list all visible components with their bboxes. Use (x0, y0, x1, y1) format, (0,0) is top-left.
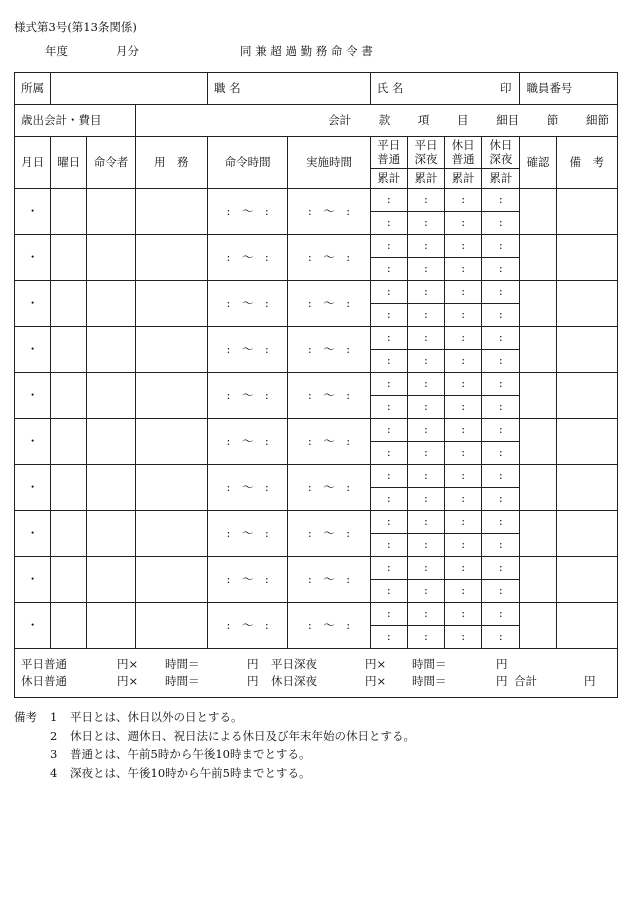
cumulative-weekday-normal[interactable]: : (370, 534, 407, 557)
employee-no-cell[interactable] (520, 73, 618, 105)
entry-order-time[interactable]: : ～ : (207, 465, 287, 511)
cumulative-holiday-night[interactable]: : (482, 442, 520, 465)
entry-date[interactable]: ・ (15, 235, 51, 281)
entry-holiday-normal[interactable]: : (445, 235, 482, 258)
entry-weekday-normal[interactable]: : (370, 511, 407, 534)
fund-item-moku: 目 (457, 112, 469, 127)
col-holiday-normal: 休日 普通 (445, 137, 482, 169)
entry-holiday-night[interactable]: : (482, 189, 520, 212)
entry-orderer[interactable] (87, 189, 135, 235)
entry-row (15, 511, 618, 534)
cumulative-holiday-normal[interactable]: : (445, 488, 482, 511)
entry-weekday-night[interactable]: : (407, 511, 444, 534)
cumulative-weekday-night[interactable]: : (407, 488, 444, 511)
entry-holiday-night[interactable]: : (482, 557, 520, 580)
column-header-row (15, 137, 618, 169)
entry-weekday-normal[interactable]: : (370, 603, 407, 626)
cumulative-weekday-normal[interactable]: : (370, 396, 407, 419)
entry-row (15, 419, 618, 442)
entry-order-time[interactable]: : ～ : (207, 419, 287, 465)
summary-line-1: 平日普通 円× 時間＝ 円 平日深夜 円× 時間＝ 円 (21, 657, 508, 672)
cumulative-holiday-night[interactable]: : (482, 626, 520, 649)
cumulative-holiday-normal[interactable]: : (445, 534, 482, 557)
fund-item-saimoku: 細目 (496, 112, 520, 127)
entry-weekday-night[interactable]: : (407, 557, 444, 580)
cumulative-weekday-normal[interactable]: : (370, 442, 407, 465)
cumulative-weekday-normal[interactable]: : (370, 626, 407, 649)
entry-task[interactable] (135, 373, 207, 419)
entry-holiday-night[interactable]: : (482, 373, 520, 396)
entry-weekday[interactable] (51, 419, 87, 465)
cumulative-holiday-night[interactable]: : (482, 304, 520, 327)
cumulative-holiday-normal[interactable]: : (445, 304, 482, 327)
col-cumulative: 累計 (445, 169, 482, 189)
entry-row (15, 603, 618, 626)
entry-weekday-night[interactable]: : (407, 419, 444, 442)
entry-holiday-night[interactable]: : (482, 419, 520, 442)
summary-line-2: 休日普通 円× 時間＝ 円 休日深夜 円× 時間＝ 円 合計 円 (21, 674, 596, 688)
cumulative-holiday-night[interactable]: : (482, 212, 520, 235)
entry-task[interactable] (135, 327, 207, 373)
entry-remarks[interactable] (556, 511, 617, 557)
seal-label: 印 (499, 80, 512, 95)
col-actual-time: 実施時間 (288, 137, 370, 189)
entry-order-time[interactable]: : ～ : (207, 373, 287, 419)
entry-row (15, 465, 618, 488)
entry-holiday-normal[interactable]: : (445, 557, 482, 580)
entry-remarks[interactable] (556, 327, 617, 373)
entry-date[interactable]: ・ (15, 511, 51, 557)
cumulative-holiday-night[interactable]: : (482, 396, 520, 419)
name-cell[interactable] (370, 73, 520, 105)
cumulative-weekday-night[interactable]: : (407, 396, 444, 419)
col-confirm: 確認 (520, 137, 556, 189)
entry-row (15, 281, 618, 304)
affiliation-label: 所属 (15, 73, 51, 105)
position-cell (207, 73, 370, 105)
summary-row (15, 649, 618, 698)
entry-holiday-night[interactable]: : (482, 281, 520, 304)
col-date: 月日 (15, 137, 51, 189)
col-order-time: 命令時間 (207, 137, 287, 189)
document-title: 同 兼 超 過 勤 務 命 令 書 (240, 44, 373, 58)
entry-weekday-normal[interactable]: : (370, 235, 407, 258)
cumulative-weekday-night[interactable]: : (407, 212, 444, 235)
entry-actual-time[interactable]: : ～ : (288, 235, 370, 281)
entry-actual-time[interactable]: : ～ : (288, 419, 370, 465)
entry-confirm[interactable] (520, 281, 556, 327)
cumulative-weekday-normal[interactable]: : (370, 488, 407, 511)
name-label: 氏 名 (376, 80, 404, 95)
entry-weekday-night[interactable]: : (407, 235, 444, 258)
entry-row (15, 373, 618, 396)
entry-remarks[interactable] (556, 465, 617, 511)
entry-orderer[interactable] (87, 603, 135, 649)
entry-holiday-normal[interactable]: : (445, 189, 482, 212)
cumulative-holiday-normal[interactable]: : (445, 258, 482, 281)
fiscal-year-label: 年度 (45, 44, 68, 58)
entry-order-time[interactable]: : ～ : (207, 281, 287, 327)
entry-weekday-normal[interactable]: : (370, 189, 407, 212)
entry-weekday-night[interactable]: : (407, 373, 444, 396)
entry-actual-time[interactable]: : ～ : (288, 327, 370, 373)
entry-order-time[interactable]: : ～ : (207, 189, 287, 235)
entry-weekday[interactable] (51, 235, 87, 281)
fund-item-kou: 項 (417, 112, 430, 127)
entry-weekday-night[interactable]: : (407, 603, 444, 626)
entry-weekday-normal[interactable]: : (370, 373, 407, 396)
entry-remarks[interactable] (556, 235, 617, 281)
col-cumulative: 累計 (407, 169, 444, 189)
entry-orderer[interactable] (87, 327, 135, 373)
fund-label: 歳出会計・費目 (15, 105, 136, 137)
entry-orderer[interactable] (87, 373, 135, 419)
entry-holiday-night[interactable]: : (482, 511, 520, 534)
entry-row (15, 557, 618, 580)
col-remarks: 備 考 (556, 137, 617, 189)
entry-actual-time[interactable]: : ～ : (288, 511, 370, 557)
entry-order-time[interactable]: : ～ : (207, 603, 287, 649)
entry-task[interactable] (135, 235, 207, 281)
entry-orderer[interactable] (87, 281, 135, 327)
entry-date[interactable]: ・ (15, 327, 51, 373)
entry-weekday[interactable] (51, 281, 87, 327)
entry-weekday-normal[interactable]: : (370, 465, 407, 488)
summary-cell[interactable] (15, 649, 618, 698)
entry-remarks[interactable] (556, 419, 617, 465)
cumulative-holiday-normal[interactable]: : (445, 350, 482, 373)
entry-weekday-normal[interactable]: : (370, 327, 407, 350)
cumulative-holiday-night[interactable]: : (482, 580, 520, 603)
col-task: 用 務 (135, 137, 207, 189)
col-cumulative: 累計 (482, 169, 520, 189)
notes-label: 備考 (14, 710, 37, 724)
entry-holiday-normal[interactable]: : (445, 281, 482, 304)
entry-weekday[interactable] (51, 373, 87, 419)
entry-orderer[interactable] (87, 235, 135, 281)
entry-weekday[interactable] (51, 511, 87, 557)
fund-items[interactable] (135, 105, 617, 137)
entry-orderer[interactable] (87, 557, 135, 603)
entry-confirm[interactable] (520, 189, 556, 235)
cumulative-weekday-normal[interactable]: : (370, 304, 407, 327)
entry-confirm[interactable] (520, 327, 556, 373)
entry-weekday-night[interactable]: : (407, 281, 444, 304)
entry-task[interactable] (135, 419, 207, 465)
entry-row (15, 235, 618, 258)
fund-item-saisetsu: 細節 (586, 112, 609, 127)
col-cumulative: 累計 (370, 169, 407, 189)
entry-task[interactable] (135, 511, 207, 557)
entry-confirm[interactable] (520, 557, 556, 603)
entry-row (15, 189, 618, 212)
entry-task[interactable] (135, 189, 207, 235)
entry-remarks[interactable] (556, 557, 617, 603)
entry-weekday[interactable] (51, 465, 87, 511)
entry-date[interactable]: ・ (15, 373, 51, 419)
cumulative-weekday-night[interactable]: : (407, 534, 444, 557)
entry-actual-time[interactable]: : ～ : (288, 557, 370, 603)
entry-holiday-normal[interactable]: : (445, 465, 482, 488)
entry-holiday-night[interactable]: : (482, 603, 520, 626)
entry-weekday-night[interactable]: : (407, 465, 444, 488)
entry-weekday-normal[interactable]: : (370, 281, 407, 304)
cumulative-weekday-normal[interactable]: : (370, 258, 407, 281)
cumulative-holiday-night[interactable]: : (482, 488, 520, 511)
cumulative-holiday-normal[interactable]: : (445, 626, 482, 649)
col-holiday-night: 休日 深夜 (482, 137, 520, 169)
entry-order-time[interactable]: : ～ : (207, 235, 287, 281)
entry-actual-time[interactable]: : ～ : (288, 465, 370, 511)
entry-actual-time[interactable]: : ～ : (288, 189, 370, 235)
cumulative-weekday-night[interactable]: : (407, 580, 444, 603)
entry-weekday[interactable] (51, 189, 87, 235)
entry-remarks[interactable] (556, 189, 617, 235)
entry-weekday[interactable] (51, 557, 87, 603)
entry-actual-time[interactable]: : ～ : (288, 281, 370, 327)
position-label: 職 名 (213, 80, 241, 95)
month-label: 月分 (116, 44, 139, 58)
col-weekday: 曜日 (51, 137, 87, 189)
cumulative-weekday-night[interactable]: : (407, 258, 444, 281)
cumulative-holiday-night[interactable]: : (482, 534, 520, 557)
fund-item-kan: 款 (378, 112, 391, 127)
employee-no-label: 職員番号 (526, 80, 573, 95)
cumulative-holiday-normal[interactable]: : (445, 212, 482, 235)
overtime-order-table (14, 72, 618, 698)
entry-holiday-night[interactable]: : (482, 465, 520, 488)
entry-confirm[interactable] (520, 419, 556, 465)
entry-row (15, 327, 618, 350)
entry-task[interactable] (135, 465, 207, 511)
entry-holiday-normal[interactable]: : (445, 603, 482, 626)
entry-remarks[interactable] (556, 603, 617, 649)
cumulative-weekday-normal[interactable]: : (370, 580, 407, 603)
entry-holiday-night[interactable]: : (482, 327, 520, 350)
entry-task[interactable] (135, 557, 207, 603)
entry-orderer[interactable] (87, 511, 135, 557)
entry-weekday-night[interactable]: : (407, 327, 444, 350)
entry-holiday-normal[interactable]: : (445, 419, 482, 442)
entry-date[interactable]: ・ (15, 419, 51, 465)
entry-weekday[interactable] (51, 603, 87, 649)
entry-order-time[interactable]: : ～ : (207, 557, 287, 603)
col-orderer: 命令者 (87, 137, 135, 189)
cumulative-weekday-night[interactable]: : (407, 350, 444, 373)
cumulative-holiday-normal[interactable]: : (445, 396, 482, 419)
info-row (15, 73, 618, 105)
entry-date[interactable]: ・ (15, 603, 51, 649)
cumulative-holiday-normal[interactable]: : (445, 442, 482, 465)
affiliation-field[interactable] (51, 73, 208, 105)
entry-task[interactable] (135, 281, 207, 327)
entry-confirm[interactable] (520, 511, 556, 557)
cumulative-weekday-night[interactable]: : (407, 626, 444, 649)
entry-orderer[interactable] (87, 419, 135, 465)
cumulative-holiday-normal[interactable]: : (445, 580, 482, 603)
entry-actual-time[interactable]: : ～ : (288, 373, 370, 419)
entry-date[interactable]: ・ (15, 281, 51, 327)
entry-weekday-normal[interactable]: : (370, 419, 407, 442)
entry-confirm[interactable] (520, 465, 556, 511)
fund-row (15, 105, 618, 137)
entry-remarks[interactable] (556, 281, 617, 327)
cumulative-weekday-night[interactable]: : (407, 442, 444, 465)
entry-weekday-normal[interactable]: : (370, 557, 407, 580)
fund-item-setsu: 節 (546, 112, 559, 127)
entry-holiday-night[interactable]: : (482, 235, 520, 258)
entry-order-time[interactable]: : ～ : (207, 511, 287, 557)
form-number: 様式第3号(第13条関係) (14, 20, 137, 34)
entry-holiday-normal[interactable]: : (445, 373, 482, 396)
entry-date[interactable]: ・ (15, 189, 51, 235)
entry-holiday-normal[interactable]: : (445, 327, 482, 350)
entry-order-time[interactable]: : ～ : (207, 327, 287, 373)
entry-weekday-night[interactable]: : (407, 189, 444, 212)
entry-task[interactable] (135, 603, 207, 649)
col-weekday-normal: 平日 普通 (370, 137, 407, 169)
cumulative-weekday-normal[interactable]: : (370, 350, 407, 373)
entry-orderer[interactable] (87, 465, 135, 511)
entry-date[interactable]: ・ (15, 465, 51, 511)
entry-confirm[interactable] (520, 603, 556, 649)
entry-confirm[interactable] (520, 373, 556, 419)
entry-weekday[interactable] (51, 327, 87, 373)
entry-actual-time[interactable]: : ～ : (288, 603, 370, 649)
fund-item-kaikei: 会計 (328, 112, 352, 127)
cumulative-holiday-night[interactable]: : (482, 258, 520, 281)
cumulative-holiday-night[interactable]: : (482, 350, 520, 373)
cumulative-weekday-night[interactable]: : (407, 304, 444, 327)
entry-remarks[interactable] (556, 373, 617, 419)
entry-confirm[interactable] (520, 235, 556, 281)
cumulative-weekday-normal[interactable]: : (370, 212, 407, 235)
col-weekday-night: 平日 深夜 (407, 137, 444, 169)
entry-holiday-normal[interactable]: : (445, 511, 482, 534)
entry-date[interactable]: ・ (15, 557, 51, 603)
